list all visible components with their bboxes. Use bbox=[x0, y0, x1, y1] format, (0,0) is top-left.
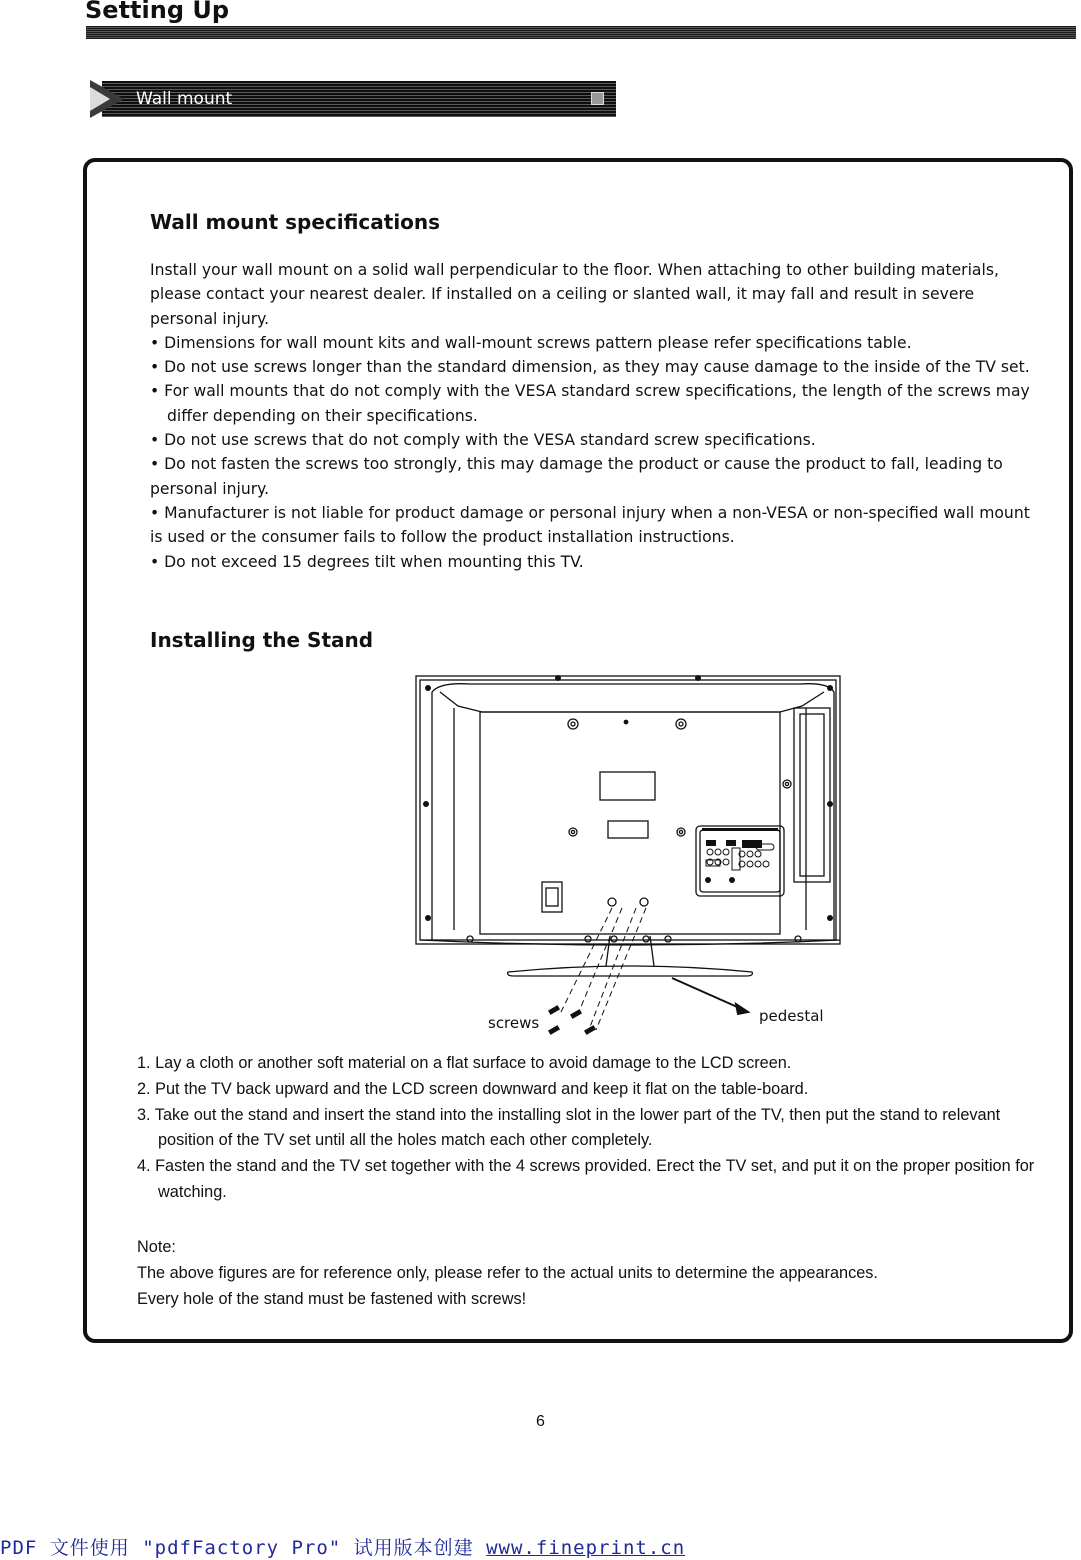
install-step: 3. Take out the stand and insert the stand into the installing slot in the lower part of the TV, then put the stand to relevant position of the TV set until all the holes match each other completely. bbox=[137, 1105, 1001, 1150]
spec-bullet: • Dimensions for wall mount kits and wall-mount screws pattern please refer specifications table. bbox=[150, 333, 912, 352]
stand-heading: Installing the Stand bbox=[150, 628, 374, 652]
spec-paragraph: Install your wall mount on a solid wall perpendicular to the floor. When attaching to other building materials, please contact your nearest dealer. If installed on a ceiling or slanted wall, it may fall and result in severe personal injury. bbox=[150, 261, 999, 328]
wall-mount-heading: Wall mount specifications bbox=[150, 210, 441, 234]
note-line: The above figures are for reference only, please refer to the actual units to determine the appearances. bbox=[137, 1263, 878, 1282]
spec-bullet: • Do not fasten the screws too strongly, this may damage the product or cause the product to fall, leading to personal injury. bbox=[150, 455, 1003, 498]
pedestal-label: pedestal bbox=[759, 1007, 824, 1025]
wall-mount-spec-list bbox=[150, 258, 1040, 574]
banner-label: Wall mount bbox=[136, 89, 233, 109]
header-rule bbox=[86, 26, 1076, 39]
spec-bullet: • For wall mounts that do not comply with the VESA standard screw specifications, the length of the screws may differ depending on their specifications. bbox=[150, 382, 1030, 425]
spec-bullet: • Do not use screws that do not comply with the VESA standard screw specifications. bbox=[150, 431, 816, 450]
tv-back-stand-diagram bbox=[410, 668, 860, 1040]
watermark-link[interactable]: www.fineprint.cn bbox=[486, 1537, 686, 1559]
spec-bullet: • Manufacturer is not liable for product damage or personal injury when a non-VESA or non-specified wall mount is used or the consumer fails to follow the product installation instructions. bbox=[150, 503, 1030, 547]
page-header-title: Setting Up bbox=[85, 0, 230, 24]
watermark-text: PDF 文件使用 "pdfFactory Pro" 试用版本创建 bbox=[0, 1537, 487, 1559]
spec-bullet: • Do not use screws longer than the standard dimension, as they may cause damage to the inside of the TV set. bbox=[150, 358, 1030, 377]
pdf-watermark bbox=[0, 1533, 685, 1560]
chevron-inner-icon bbox=[90, 87, 110, 111]
screws-label: screws bbox=[488, 1014, 540, 1032]
install-steps bbox=[137, 1051, 1037, 1206]
section-banner bbox=[90, 80, 616, 118]
install-step: 4. Fasten the stand and the TV set together with the 4 screws provided. Erect the TV set, and put it on the proper position for watching. bbox=[137, 1157, 1035, 1201]
note-title: Note: bbox=[137, 1238, 176, 1256]
note-line: Every hole of the stand must be fastened with screws! bbox=[137, 1289, 527, 1308]
square-icon bbox=[591, 92, 604, 105]
spec-bullet: • Do not exceed 15 degrees tilt when mounting this TV. bbox=[150, 552, 584, 571]
install-step: 2. Put the TV back upward and the LCD screen downward and keep it flat on the table-board. bbox=[137, 1079, 809, 1098]
note-block bbox=[137, 1235, 1037, 1312]
install-step: 1. Lay a cloth or another soft material on a flat surface to avoid damage to the LCD screen. bbox=[137, 1054, 792, 1072]
page-number: 6 bbox=[536, 1413, 545, 1430]
